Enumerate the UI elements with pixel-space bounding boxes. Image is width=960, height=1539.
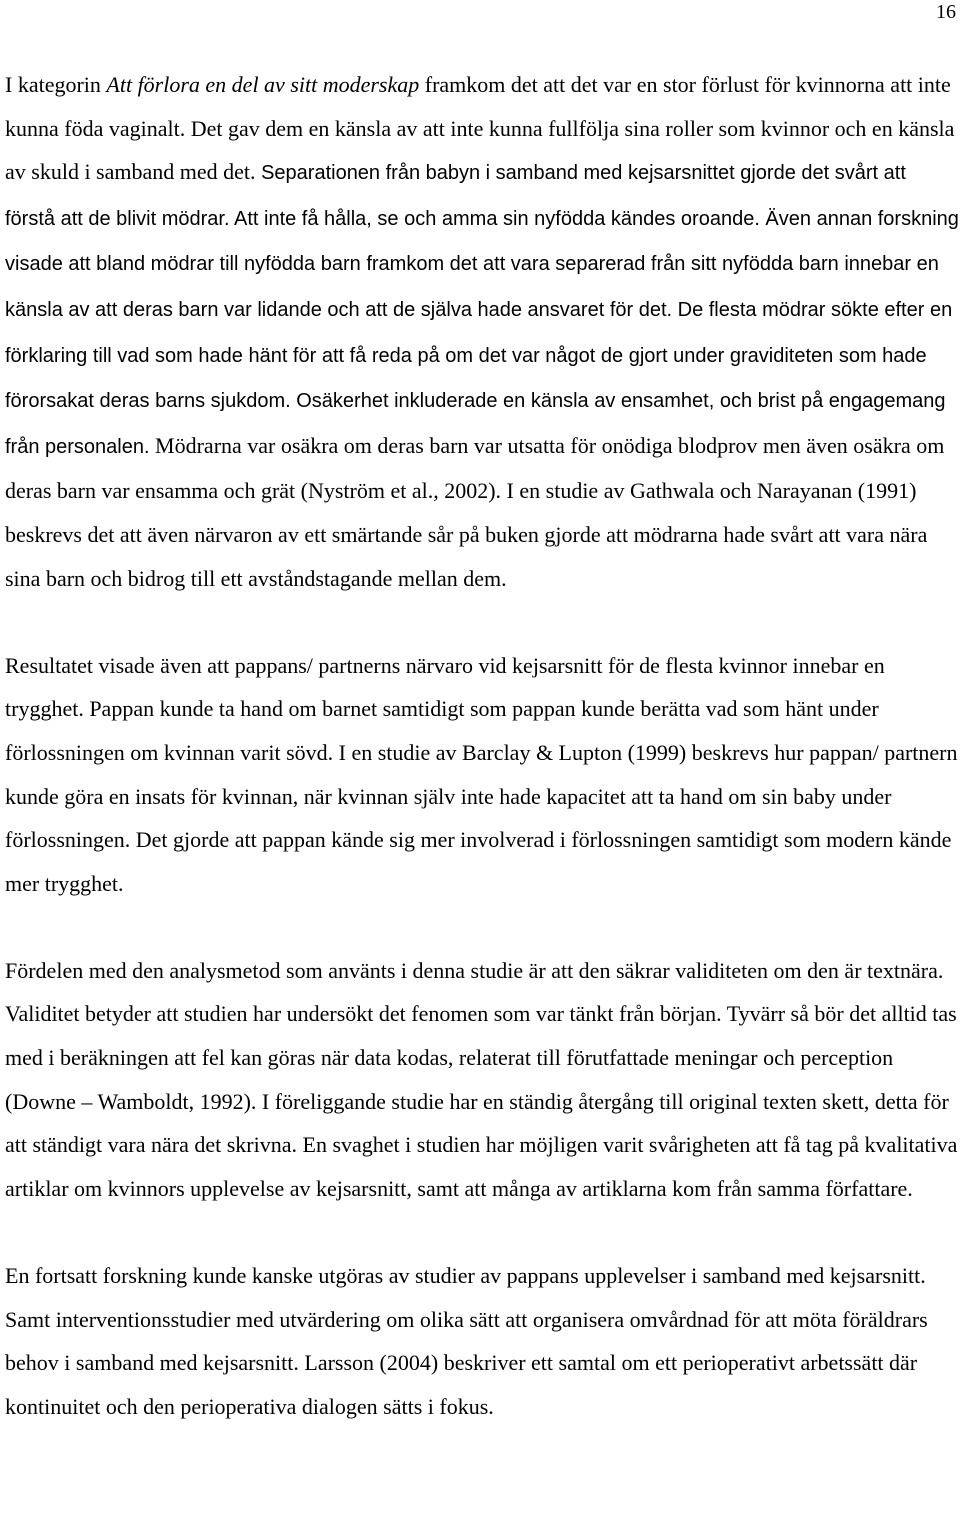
paragraph-1: [5, 63, 960, 600]
page-number: 16: [936, 1, 956, 23]
paragraph-4: [5, 1254, 960, 1428]
paragraph-3: [5, 949, 960, 1211]
paragraph-2: [5, 644, 960, 906]
paragraph-1-text: Separationen från babyn i samband med kejsarsnittet gjorde det svårt att förstå att de blivit mödrar. Att inte få hålla, se och amma sin nyfödda kändes oroande.: [5, 162, 906, 230]
paragraph-1-text: framkom det att det var en stor förlust för kvinnorna att inte kunna föda vaginalt. Det gav dem en känsla av att inte kunna fullfölja sina roller som kvinnor och en känsla av skuld i samband med det.: [5, 72, 955, 185]
paragraph-3-text: Fördelen med den analysmetod som använts i denna studie är att den säkrar validiteten om den är textnära. Validitet betyder att studien har undersökt det fenomen som var tänkt från början. Tyvärr så bör det alltid tas med i beräkningen att fel kan göras när data kodas, relaterat till förutfattade meningar och perception (Downe – Wamboldt, 1992). I föreliggande studie har en ständig återgång till original texten skett, detta för att ständigt vara nära det skrivna. En svaghet i studien har möjligen varit svårigheten att få tag på kvalitativa artiklar om kvinnors upplevelse av kejsarsnitt, samt att många av artiklarna kom från samma författare.: [5, 957, 958, 1201]
category-title: Att förlora en del av sitt moderskap: [106, 72, 420, 97]
paragraph-1-text: I kategorin: [5, 72, 107, 97]
paragraph-4-text: En fortsatt forskning kunde kanske utgöras av studier av pappans upplevelser i samband med kejsarsnitt. Samt interventionsstudier med utvärdering om olika sätt att organisera omvårdnad för att möta föräldrars behov i samband med kejsarsnitt. Larsson (2004) beskriver ett samtal om ett perioperativt arbetssätt där kontinuitet och den perioperativa dialogen sätts i fokus.: [5, 1263, 928, 1419]
paragraph-1-text: Mödrarna var osäkra om deras barn var utsatta för onödiga blodprov men även osäkra om deras barn var ensamma och grät (Nyström et al., 2002). I en studie av Gathwala och Narayanan (1991) beskrevs det att även närvaron av ett smärtande sår på buken gjorde att mödrarna hade svårt att vara nära sina barn och bidrog till ett avståndstagande mellan dem.: [5, 432, 945, 591]
document-body: [5, 63, 960, 1472]
paragraph-2-text: Resultatet visade även att pappans/ partnerns närvaro vid kejsarsnitt för de flesta kvinnor innebar en trygghet. Pappan kunde ta hand om barnet samtidigt som pappan kunde berätta vad som hänt under förlossningen om kvinnan varit sövd. I en studie av Barclay & Lupton (1999) beskrevs hur pappan/ partnern kunde göra en insats för kvinnan, när kvinnan själv inte hade kapacitet att ta hand om sin baby under förlossningen. Det gjorde att pappan kände sig mer involverad i förlossningen samtidigt som modern kände mer trygghet.: [5, 652, 958, 896]
paragraph-1-text: Även annan forskning visade att bland mödrar till nyfödda barn framkom det att vara separerad från sitt nyfödda barn innebar en känsla av att deras barn var lidande och att de själva hade ansvaret för det. De flesta mödrar sökte efter en förklaring till vad som hade hänt för att få reda på om det var något de gjort under graviditeten som hade förorsakat deras barns sjukdom. Osäkerhet inkluderade en känsla av ensamhet, och brist på engagemang från personalen.: [5, 207, 959, 458]
